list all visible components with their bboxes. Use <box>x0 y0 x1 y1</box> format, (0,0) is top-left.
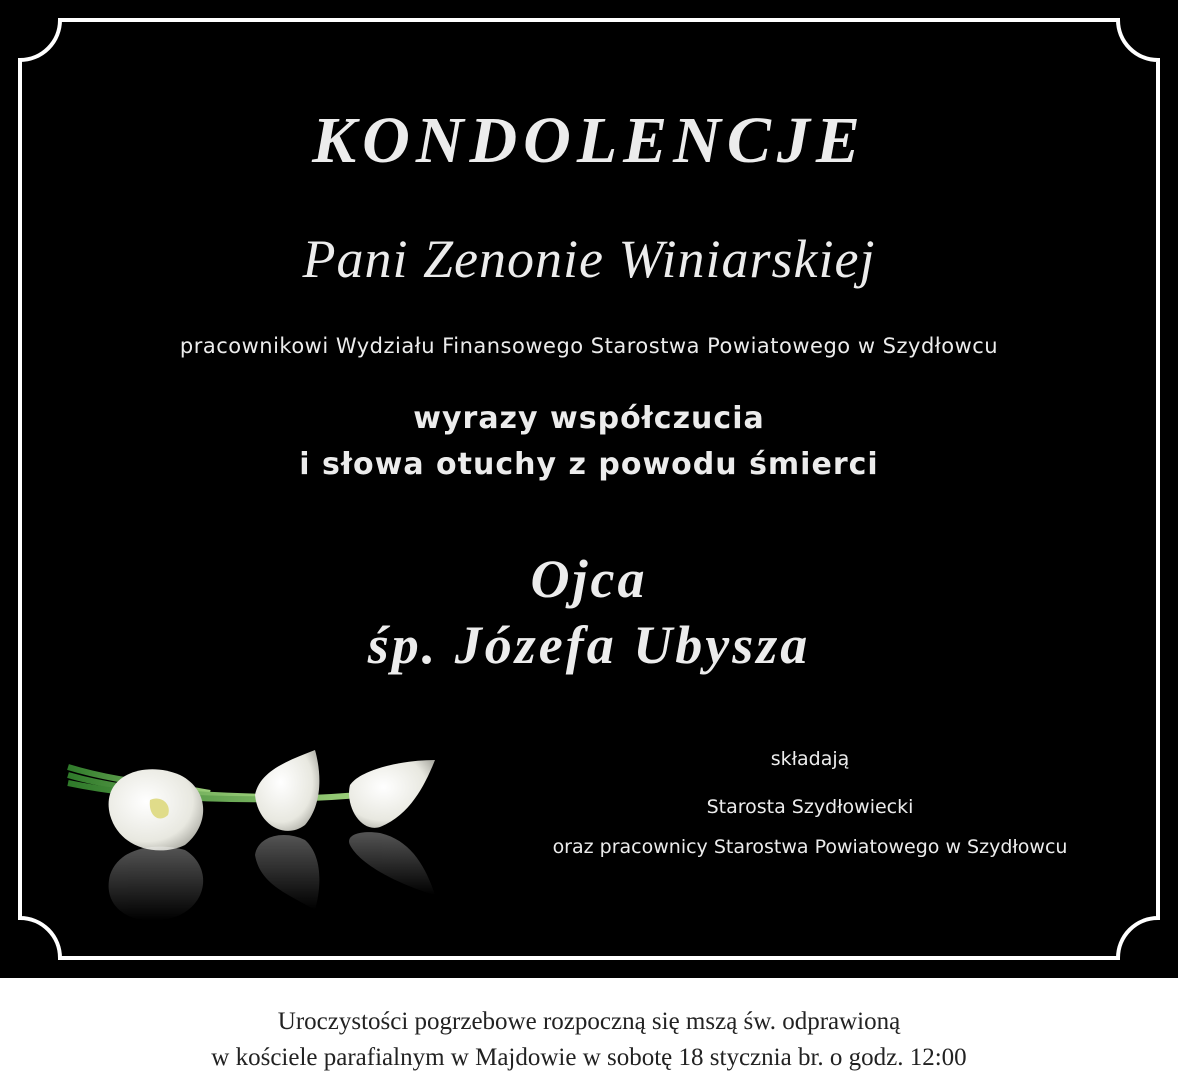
deceased-line-1: Ojca <box>530 549 648 609</box>
page-title: KONDOLENCJE <box>312 104 866 177</box>
sympathy-line-2: i słowa otuchy z powodu śmierci <box>299 447 879 482</box>
signature-line-2: oraz pracownicy Starostwa Powiatowego w Szydłowcu <box>552 836 1068 858</box>
recipient-name: Pani Zenonie Winiarskiej <box>302 229 876 289</box>
sympathy-message <box>0 396 1178 488</box>
funeral-notice-line-1: Uroczystości pogrzebowe rozpoczną się mszą św. odprawioną <box>277 1008 901 1035</box>
funeral-notice-line-2: w kościele parafialnym w Majdowie w sobotę 18 stycznia br. o godz. 12:00 <box>211 1044 967 1071</box>
sympathy-line-1: wyrazy współczucia <box>413 401 765 436</box>
signature-intro: składają <box>770 748 850 770</box>
signature-line-1: Starosta Szydłowiecki <box>706 796 914 818</box>
funeral-notice <box>0 1004 1178 1076</box>
recipient-position: pracownikowi Wydziału Finansowego Starostwa Powiatowego w Szydłowcu <box>179 334 999 358</box>
calla-lilies-icon <box>60 745 460 945</box>
deceased-line-2: śp. Józefa Ubysza <box>367 615 811 675</box>
deceased-name <box>0 546 1178 678</box>
